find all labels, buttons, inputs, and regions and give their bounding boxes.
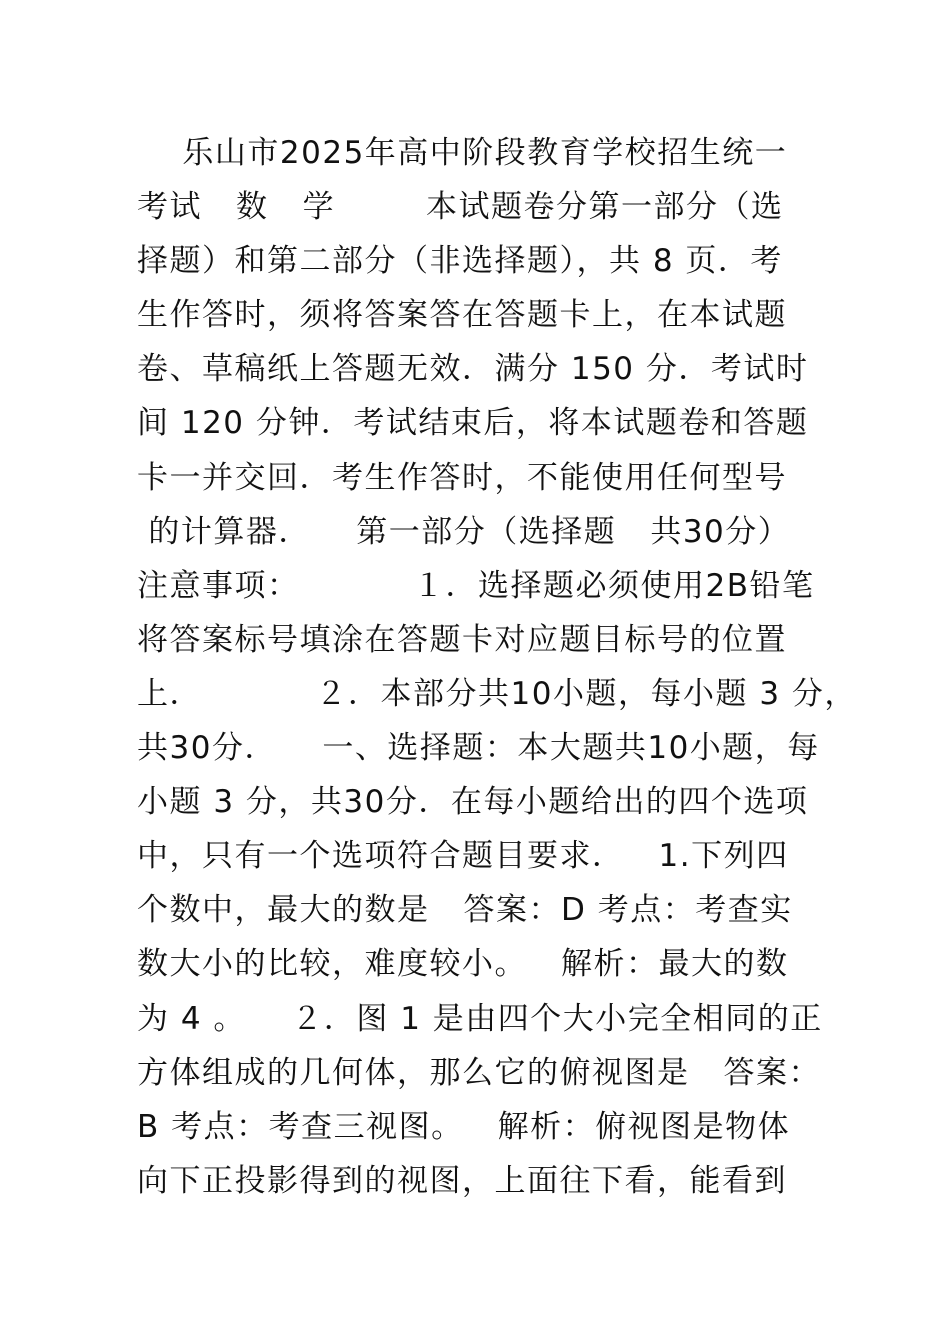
text-line: 考试 数 学 本试题卷分第一部分（选 xyxy=(137,189,784,226)
text-line: 共30分． 一、选择题：本大题共10小题，每 xyxy=(137,730,820,767)
text-line: 数大小的比较，难度较小。 解析：最大的数 xyxy=(137,946,789,983)
text-line: 中，只有一个选项符合题目要求． 1.下列四 xyxy=(137,838,789,875)
text-line: 个数中，最大的数是 答案：D 考点：考查实 xyxy=(137,892,793,929)
text-line: 生作答时，须将答案答在答题卡上，在本试题 xyxy=(137,297,787,334)
text-line: 向下正投影得到的视图，上面往下看，能看到 xyxy=(137,1162,787,1199)
text-line: 乐山市2025年高中阶段教育学校招生统一 xyxy=(137,135,788,171)
text-line: B 考点：考查三视图。 解析：俯视图是物体 xyxy=(137,1108,791,1145)
text-line: 注意事项： １．选择题必须使用2B铅笔 xyxy=(137,567,815,604)
text-line: 上． ２．本部分共10小题，每小题 3 分， xyxy=(137,675,857,712)
text-line: 择题）和第二部分（非选择题），共 8 页．考 xyxy=(137,243,783,280)
exam-text-body xyxy=(137,126,857,1208)
text-line: 小题 3 分，共30分．在每小题给出的四个选项 xyxy=(137,784,809,821)
text-line: 卷、草稿纸上答题无效．满分 150 分．考试时 xyxy=(137,351,809,388)
text-line: 将答案标号填涂在答题卡对应题目标号的位置 xyxy=(137,621,787,658)
text-line: 卡一并交回．考生作答时，不能使用任何型号 xyxy=(137,459,787,496)
text-line: 的计算器． 第一部分（选择题 共30分） xyxy=(137,513,791,550)
text-line: 为 4 。 ２．图 1 是由四个大小完全相同的正 xyxy=(137,1000,823,1037)
text-line: 方体组成的几何体，那么它的俯视图是 答案： xyxy=(137,1054,822,1091)
text-line: 间 120 分钟．考试结束后，将本试题卷和答题 xyxy=(137,405,809,442)
